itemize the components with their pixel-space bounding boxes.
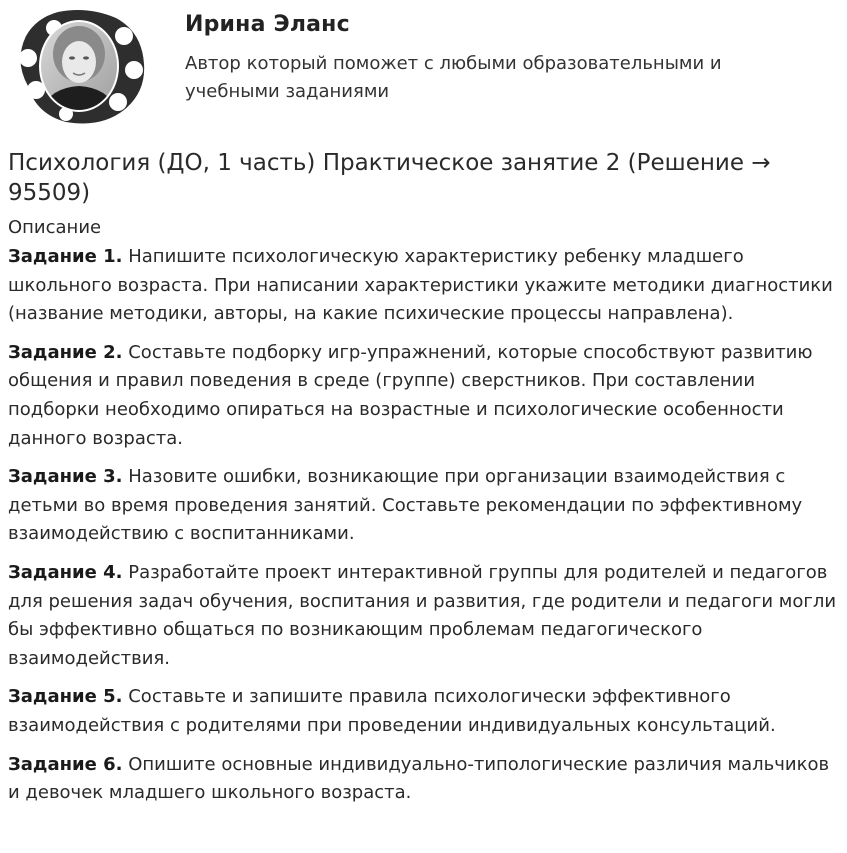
description-heading: Описание xyxy=(8,217,102,238)
task-label: Задание 2. xyxy=(8,341,123,363)
task-text: Составьте подборку игр-упражнений, которые способствуют развитию общения и правил поведения в среде (группе) сверстников. При составлении подборки необходимо опираться на возрастные и психологические особенности данного возраста. xyxy=(8,341,813,449)
task-text: Разработайте проект интерактивной группы для родителей и педагогов для решения задач обучения, воспитания и развития, где родители и педагоги могли бы эффективно общаться по возникающим проблемам педагогического взаимодействия. xyxy=(8,561,837,669)
author-description: Автор который поможет с любыми образовательными и учебными заданиями xyxy=(185,53,722,102)
task-item xyxy=(8,243,840,329)
author-avatar[interactable] xyxy=(6,6,152,128)
task-item xyxy=(8,751,840,808)
author-name[interactable]: Ирина Эланс xyxy=(185,12,350,37)
task-text: Опишите основные индивидуально-типологические различия мальчиков и девочек младшего школьного возраста. xyxy=(8,753,830,804)
task-label: Задание 1. xyxy=(8,246,123,267)
task-label: Задание 4. xyxy=(8,561,123,583)
task-item xyxy=(8,683,840,740)
page-title: Психология (ДО, 1 часть) Практическое занятие 2 (Решение → 95509) xyxy=(8,150,771,206)
task-text: Составьте и запишите правила психологически эффективного взаимодействия с родителями при проведении индивидуальных консультаций. xyxy=(8,686,776,736)
task-label: Задание 6. xyxy=(8,753,123,775)
task-item xyxy=(8,339,840,453)
task-text: Назовите ошибки, возникающие при организации взаимодействия с детьми во время проведения занятий. Составьте рекомендации по эффективному взаимодействию с воспитанниками. xyxy=(8,466,803,545)
task-label: Задание 3. xyxy=(8,466,123,488)
task-text: Напишите психологическую характеристику ребенку младшего школьного возраста. При написании характеристики укажите методики диагностики (название методики, авторы, на какие психические процессы направлена). xyxy=(8,246,833,325)
task-list xyxy=(8,243,840,818)
task-item xyxy=(8,559,840,673)
task-item xyxy=(8,463,840,549)
task-label: Задание 5. xyxy=(8,686,123,708)
author-card xyxy=(0,0,847,130)
